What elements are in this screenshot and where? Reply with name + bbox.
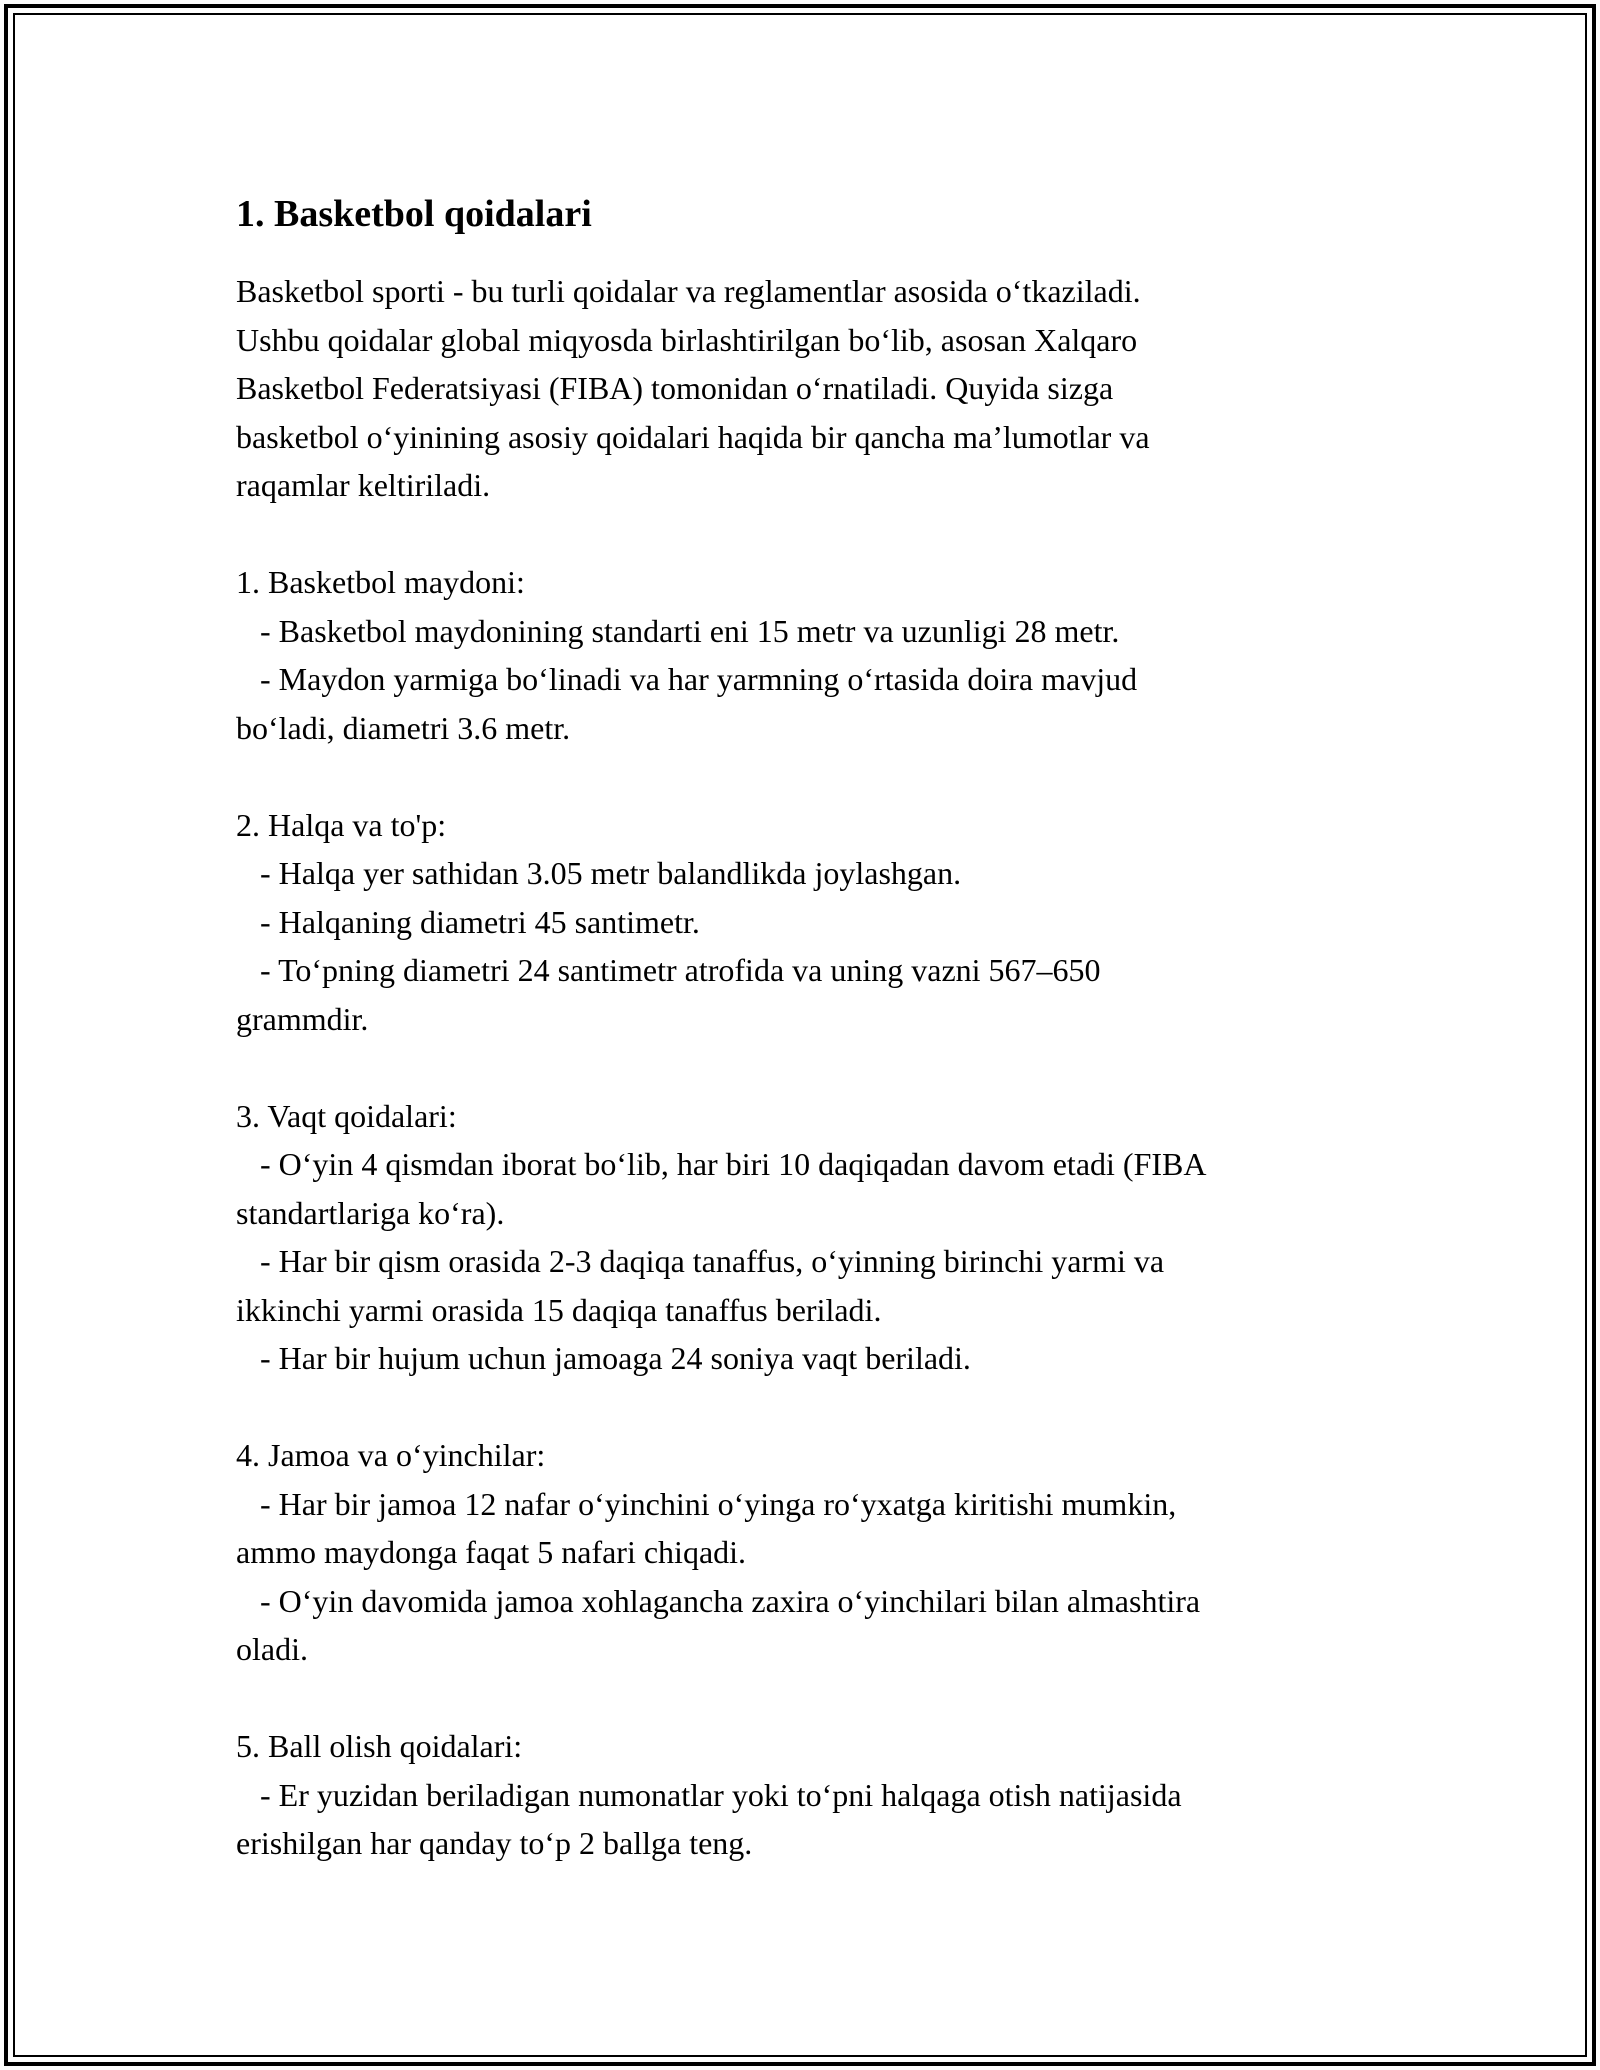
section-item: - Halqaning diametri 45 santimetr.	[236, 903, 700, 940]
section-item: - To‘pning diametri 24 santimetr atrofida va uning vazni 567–650 grammdir.	[236, 952, 1101, 1037]
blank-line	[236, 1383, 1366, 1432]
intro-paragraph: Basketbol sporti - bu turli qoidalar va reglamentlar asosida o‘tkaziladi. Ushbu qoidalar global miqyosda birlashtirilgan bo‘lib, asosan Xalqaro Basketbol Federatsiyasi (FIBA) tomonidan o‘rnatiladi. Quyida sizga basketbol o‘yinining asosiy qoidalari haqida bir qancha ma’lumotlar va raqamlar keltiriladi.	[236, 273, 1150, 503]
section-item: - Maydon yarmiga bo‘linadi va har yarmning o‘rtasida doira mavjud bo‘ladi, diametri 3.6 metr.	[236, 661, 1138, 746]
section-item: - O‘yin 4 qismdan iborat bo‘lib, har biri 10 daqiqadan davom etadi (FIBA standartlariga ko‘ra).	[236, 1146, 1207, 1231]
section-item: - Halqa yer sathidan 3.05 metr balandlikda joylashgan.	[236, 855, 962, 891]
section-heading-hoop-ball: 2. Halqa va to'p:	[236, 806, 447, 843]
section-heading-court: 1. Basketbol maydoni:	[236, 564, 525, 600]
section-item: - Er yuzidan beriladigan numonatlar yoki to‘pni halqaga otish natijasida erishilgan har qanday to‘p 2 ballga teng.	[236, 1776, 1182, 1861]
section-item: - Har bir hujum uchun jamoaga 24 soniya vaqt beriladi.	[236, 1340, 971, 1376]
blank-line	[236, 752, 1366, 801]
section-heading-time-rules: 3. Vaqt qoidalari:	[236, 1097, 457, 1134]
section-item: - Basketbol maydonining standarti eni 15 metr va uzunligi 28 metr.	[236, 612, 1120, 649]
section-item: - Har bir qism orasida 2-3 daqiqa tanaffus, o‘yinning birinchi yarmi va ikkinchi yarmi orasida 15 daqiqa tanaffus beriladi.	[236, 1243, 1165, 1328]
blank-line	[236, 510, 1366, 559]
section-item: - O‘yin davomida jamoa xohlagancha zaxira o‘yinchilari bilan almashtira oladi.	[236, 1582, 1201, 1667]
document-title: 1. Basketbol qoidalari	[236, 193, 592, 235]
section-heading-team-players: 4. Jamoa va o‘yinchilar:	[236, 1437, 546, 1473]
section-item: - Har bir jamoa 12 nafar o‘yinchini o‘yinga ro‘yxatga kiritishi mumkin, ammo maydonga faqat 5 nafari chiqadi.	[236, 1485, 1177, 1570]
blank-line	[236, 1674, 1366, 1723]
document-content	[236, 183, 1366, 1868]
section-heading-scoring: 5. Ball olish qoidalari:	[236, 1728, 523, 1764]
blank-line	[236, 1043, 1366, 1092]
